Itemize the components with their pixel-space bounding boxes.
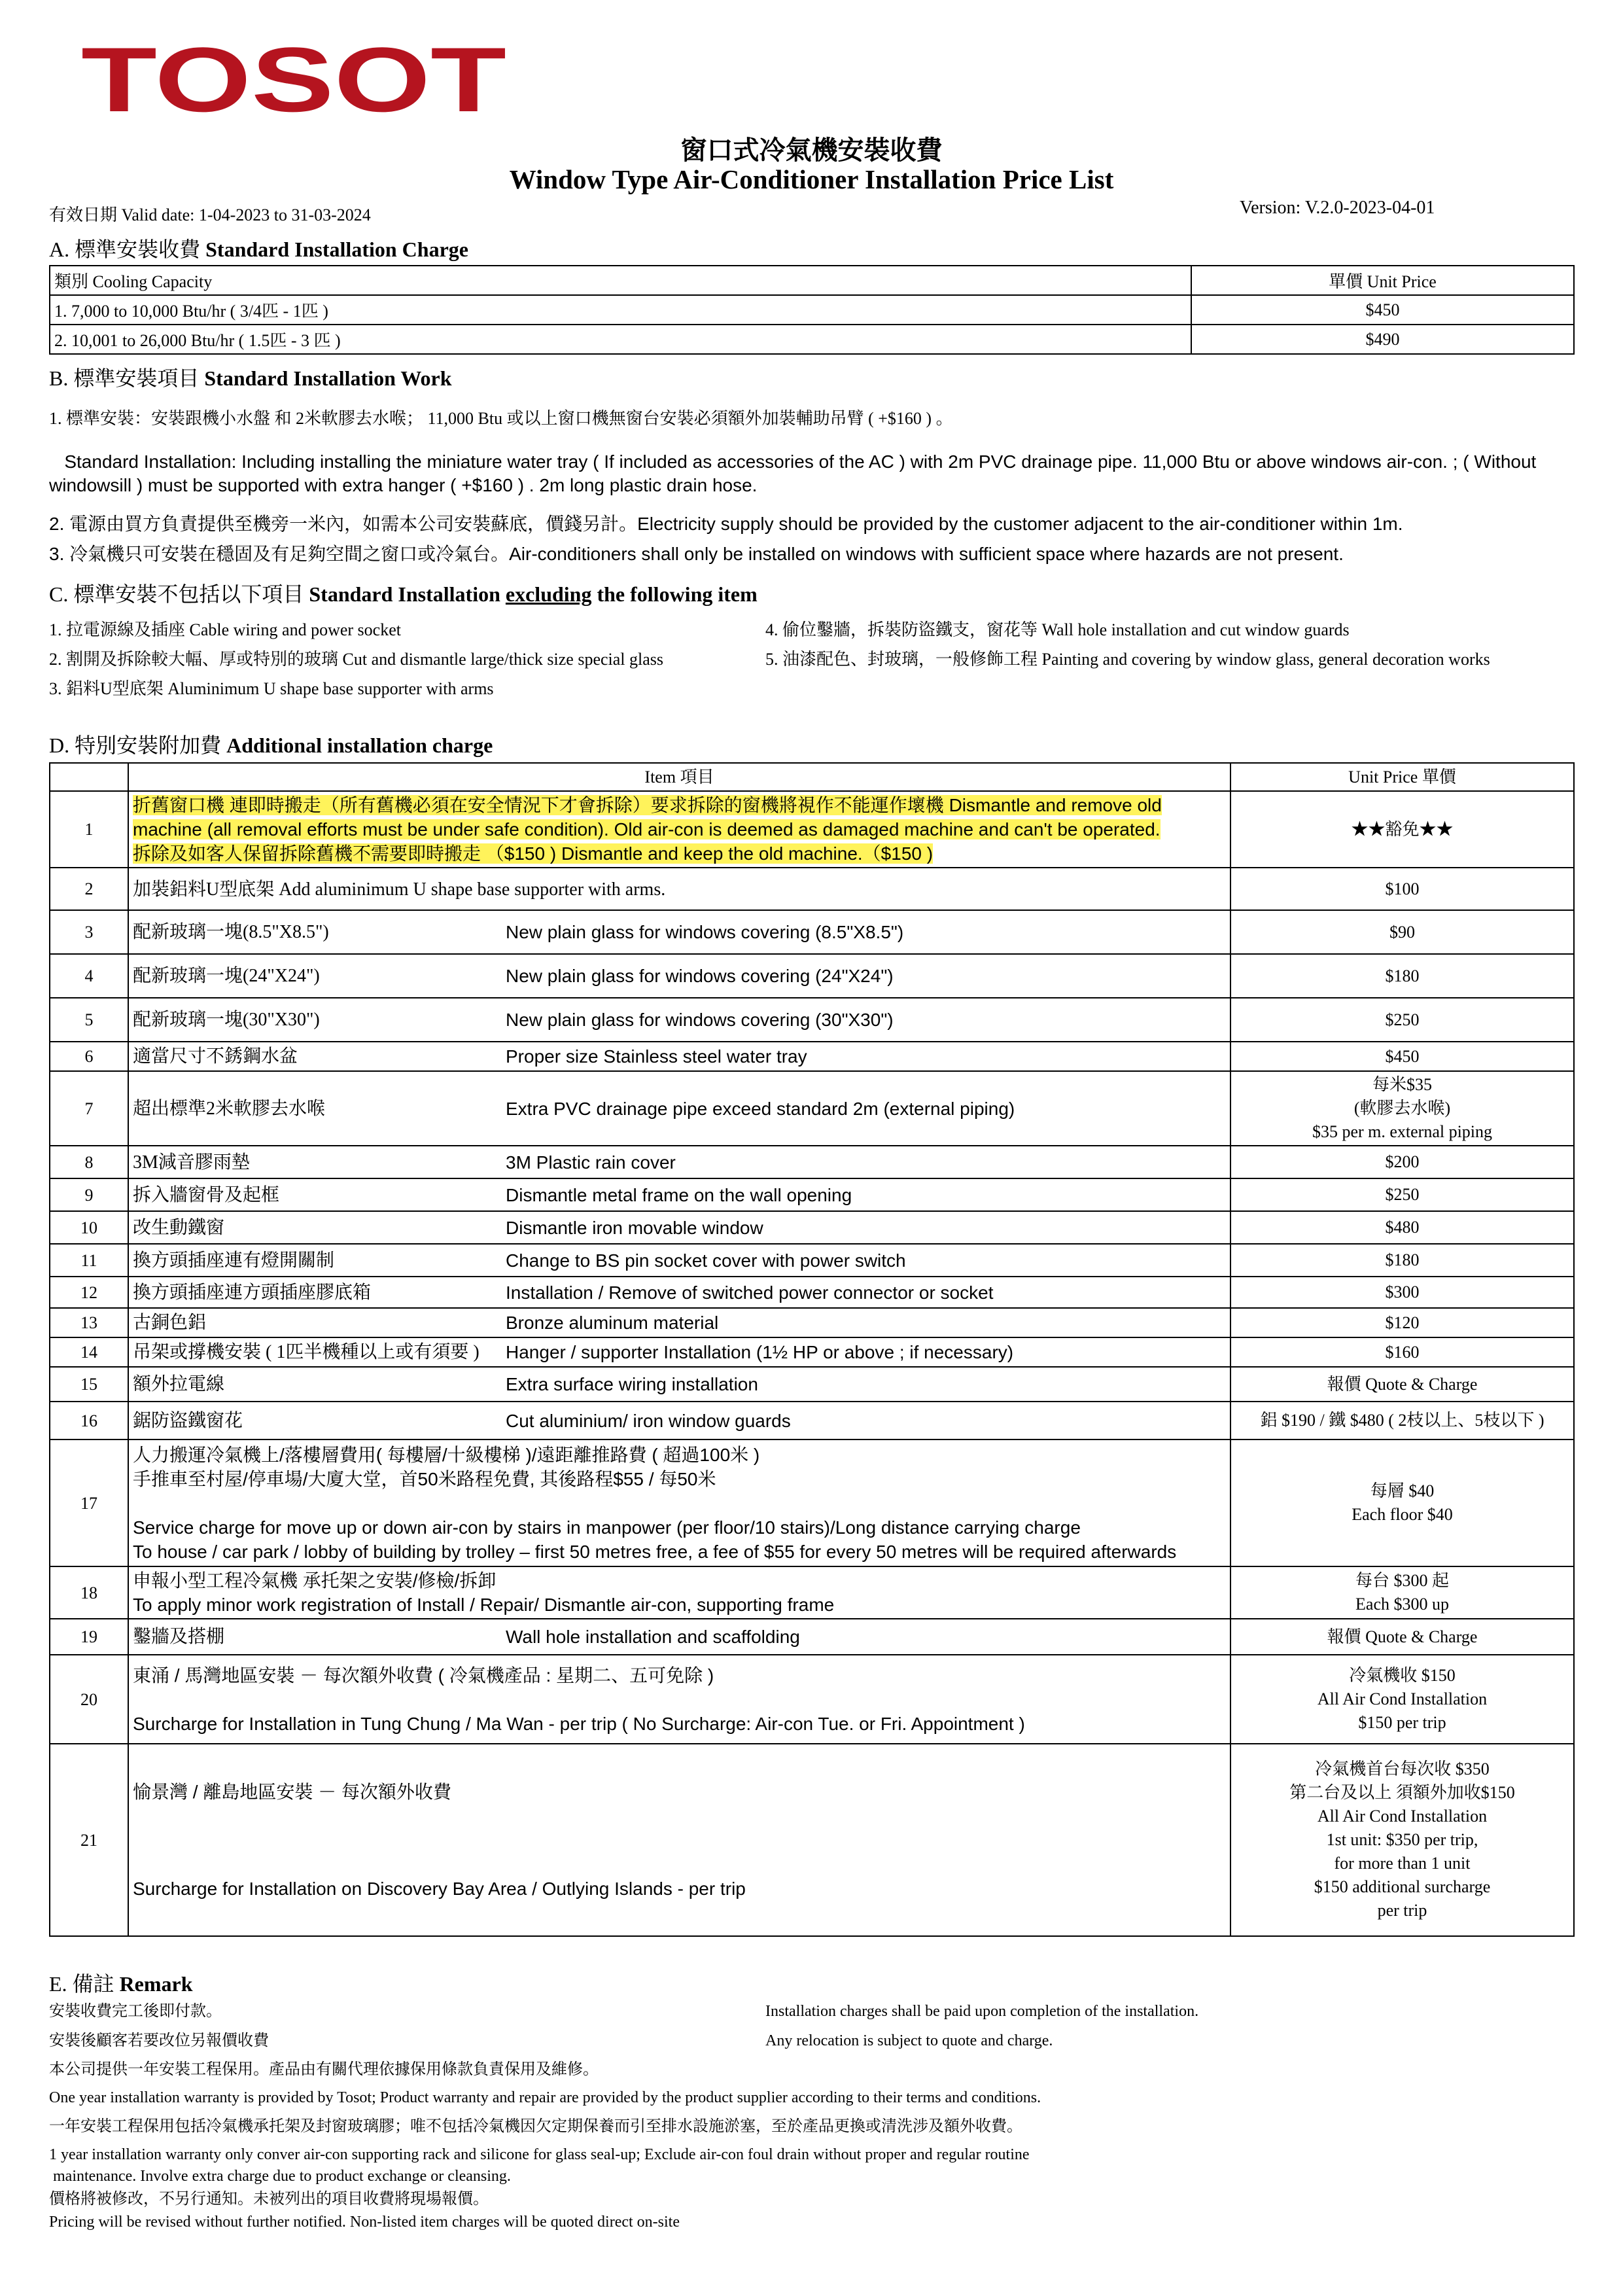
price-line: 1st unit: $350 per trip, — [1326, 1830, 1478, 1849]
price-line: Each $300 up — [1355, 1595, 1449, 1614]
section-a-heading: A. 標準安裝收費 Standard Installation Charge — [49, 238, 468, 261]
section-b-item-3: 3. 冷氣機只可安裝在穩固及有足夠空間之窗口或冷氣台。Air-conditioners shall only be installed on windows with sufficient space where hazards are not present. — [49, 544, 1344, 564]
table-row — [50, 1655, 1574, 1744]
table-row — [50, 1337, 1574, 1367]
price-line: $120 — [1385, 1313, 1420, 1332]
price-line: All Air Cond Installation — [1317, 1689, 1488, 1708]
title-chinese: 窗口式冷氣機安裝收費 — [680, 135, 943, 165]
item-description — [128, 1071, 1230, 1146]
remark-en: Any relocation is subject to quote and charge. — [765, 2032, 1053, 2049]
item-line: Surcharge for Installation in Tung Chung / Ma Wan - per trip ( No Surcharge: Air-con Tue. or Fri. Appointment ) — [133, 1713, 1025, 1734]
unit-price — [1230, 1337, 1574, 1367]
price-cell: $490 — [1191, 325, 1574, 354]
item-name-en: Extra PVC drainage pipe exceed standard 2m (external piping) — [506, 1098, 1015, 1119]
item-number: 10 — [50, 1211, 128, 1244]
unit-price — [1230, 954, 1574, 998]
item-description — [128, 1619, 1230, 1655]
unit-price — [1230, 1178, 1574, 1211]
item-name-zh: 吊架或撐機安裝 ( 1匹半機種以上或有須要 ) — [133, 1342, 480, 1362]
item-description — [128, 1244, 1230, 1277]
excluded-item: 1. 拉電源線及插座 Cable wiring and power socket — [49, 620, 401, 639]
item-description — [128, 1042, 1230, 1071]
item-name-zh: 換方頭插座連有燈開關制 — [133, 1250, 335, 1271]
price-line: $450 — [1385, 1046, 1420, 1066]
item-name-zh: 超出標準2米軟膠去水喉 — [133, 1098, 326, 1119]
price-line: $480 — [1385, 1218, 1420, 1237]
item-name-zh: 配新玻璃一塊(8.5"X8.5") — [133, 922, 329, 942]
item-line — [133, 1828, 1226, 1852]
highlighted-text: 折舊窗口機 連即時搬走（所有舊機必須在安全情況下才會拆除）要求拆除的窗機將視作不能運作壞機 Dismantle and remove old — [133, 795, 1162, 815]
remark-en: Pricing will be revised without further notified. Non-listed item charges will be quoted direct on-site — [49, 2214, 680, 2231]
table-row — [50, 1566, 1574, 1619]
item-number: 16 — [50, 1402, 128, 1439]
price-line: 鋁 $190 / 鐵 $480 ( 2枝以上、5枝以下 ) — [1260, 1411, 1544, 1430]
item-name-zh: 鑿牆及搭棚 — [133, 1627, 225, 1647]
capacity-cell: 1. 7,000 to 10,000 Btu/hr ( 3/4匹 - 1匹 ) — [50, 295, 1191, 325]
remark-en: maintenance. Involve extra charge due to product exchange or cleansing. — [49, 2168, 511, 2185]
highlighted-text: machine (all removal efforts must be under safe condition). Old air-con is deemed as damaged machine and can't be operated. — [133, 819, 1161, 839]
item-description — [128, 1146, 1230, 1178]
price-line: 每米$35 — [1372, 1075, 1432, 1094]
unit-price — [1230, 1244, 1574, 1277]
table-row — [50, 1071, 1574, 1146]
table-header-row — [50, 266, 1574, 295]
price-line: per trip — [1377, 1901, 1427, 1920]
item-name-zh: 古銅色鋁 — [133, 1313, 207, 1333]
item-name-zh: 3M減音膠雨墊 — [133, 1152, 250, 1173]
item-number: 7 — [50, 1071, 128, 1146]
item-number: 9 — [50, 1178, 128, 1211]
item-description — [128, 1439, 1230, 1566]
item-number: 13 — [50, 1308, 128, 1337]
item-number: 19 — [50, 1619, 128, 1655]
unit-price — [1230, 1042, 1574, 1071]
price-line: $250 — [1385, 1010, 1420, 1029]
price-line: (軟膠去水喉) — [1353, 1099, 1451, 1118]
unit-price — [1230, 1146, 1574, 1178]
additional-charge-table — [49, 762, 1575, 1937]
item-description — [128, 1655, 1230, 1744]
item-name-en: Extra surface wiring installation — [506, 1374, 758, 1394]
item-number: 14 — [50, 1337, 128, 1367]
table-row — [50, 998, 1574, 1042]
item-name-zh: 拆入牆窗骨及起框 — [133, 1184, 280, 1205]
price-line: for more than 1 unit — [1334, 1854, 1471, 1873]
remark-en: 1 year installation warranty only conver air-con supporting rack and silicone for glass seal-up; Exclude air-con foul drain without proper and regular routine — [49, 2146, 1030, 2163]
price-line: $180 — [1385, 1250, 1420, 1269]
item-description — [128, 791, 1230, 868]
unit-price — [1230, 1655, 1574, 1744]
item-name-zh: 鋸防盜鐵窗花 — [133, 1410, 243, 1431]
capacity-cell: 2. 10,001 to 26,000 Btu/hr ( 1.5匹 - 3 匹 ) — [50, 325, 1191, 354]
item-line: 東涌 / 馬灣地區安裝 － 每次額外收費 ( 冷氣機產品 : 星期二、五可免除 ) — [133, 1665, 714, 1686]
remark-zh: 安裝後顧客若要改位另報價收費 — [49, 2032, 269, 2049]
item-number: 11 — [50, 1244, 128, 1277]
item-description — [128, 1337, 1230, 1367]
table-row — [50, 1367, 1574, 1402]
item-line — [133, 1687, 1226, 1712]
unit-price — [1230, 1402, 1574, 1439]
item-number: 8 — [50, 1146, 128, 1178]
section-b-item-1-zh: 1. 標準安裝：安裝跟機小水盤 和 2米軟膠去水喉； 11,000 Btu 或以上窗口機無窗台安裝必須額外加裝輔助吊臂 ( +$160 ) 。 — [49, 409, 953, 428]
item-name-en: Cut aluminium/ iron window guards — [506, 1410, 791, 1431]
unit-price — [1230, 1744, 1574, 1936]
valid-date: 有效日期 Valid date: 1-04-2023 to 31-03-2024 — [49, 205, 371, 224]
item-description — [128, 954, 1230, 998]
remark-en: Installation charges shall be paid upon completion of the installation. — [765, 2003, 1199, 2020]
item-name-en: Installation / Remove of switched power connector or socket — [506, 1282, 994, 1303]
table-row — [50, 1146, 1574, 1178]
item-description — [128, 1744, 1230, 1936]
item-name-zh: 額外拉電線 — [133, 1374, 225, 1394]
standard-charge-table — [49, 265, 1575, 355]
item-number: 3 — [50, 910, 128, 954]
item-number: 18 — [50, 1566, 128, 1619]
item-description — [128, 910, 1230, 954]
price-line: $150 additional surcharge — [1314, 1877, 1491, 1896]
item-name-en: Change to BS pin socket cover with power switch — [506, 1250, 906, 1271]
excluded-item: 4. 偷位鑿牆，拆裝防盜鐵支，窗花等 Wall hole installation and cut window guards — [765, 620, 1350, 639]
col-item: Item 項目 — [128, 763, 1230, 791]
item-name-zh: 加裝鋁料U型底架 Add aluminimum U shape base supporter with arms. — [133, 879, 666, 900]
unit-price — [1230, 1211, 1574, 1244]
table-row — [50, 954, 1574, 998]
price-line: $35 per m. external piping — [1312, 1122, 1493, 1141]
unit-price — [1230, 791, 1574, 868]
unit-price — [1230, 1308, 1574, 1337]
table-row — [50, 1744, 1574, 1936]
col-cooling-capacity: 類別 Cooling Capacity — [50, 266, 1191, 295]
item-name-en: New plain glass for windows covering (8.5"X8.5") — [506, 922, 904, 942]
item-number: 21 — [50, 1744, 128, 1936]
price-line: All Air Cond Installation — [1317, 1807, 1488, 1826]
item-description — [128, 868, 1230, 910]
col-unit-price: Unit Price 單價 — [1230, 763, 1574, 791]
item-description — [128, 1308, 1230, 1337]
item-line: 手推車至村屋/停車場/大廈大堂，首50米路程免費, 其後路程$55 / 每50米 — [133, 1468, 716, 1489]
section-e-heading: E. 備註 Remark — [49, 1972, 193, 1996]
item-name-en: Bronze aluminum material — [506, 1313, 719, 1333]
item-name-en: Proper size Stainless steel water tray — [506, 1046, 807, 1067]
title-english: Window Type Air-Conditioner Installation Price List — [509, 164, 1114, 194]
item-name-zh: 改生動鐵窗 — [133, 1217, 225, 1238]
excluded-item: 2. 割開及拆除較大幅、厚或特別的玻璃 Cut and dismantle large/thick size special glass — [49, 650, 664, 669]
tosot-logo — [81, 41, 506, 118]
price-line: 每層 $40 — [1370, 1481, 1435, 1500]
price-line: 冷氣機首台每次收 $350 — [1315, 1759, 1490, 1778]
item-name-zh: 適當尺寸不銹鋼水盆 — [133, 1046, 298, 1067]
unit-price — [1230, 1367, 1574, 1402]
item-number: 5 — [50, 998, 128, 1042]
item-description — [128, 1566, 1230, 1619]
item-description — [128, 1402, 1230, 1439]
price-line: $160 — [1385, 1342, 1420, 1362]
table-row — [50, 1308, 1574, 1337]
version-label: Version: V.2.0-2023-04-01 — [1240, 198, 1435, 218]
item-number: 15 — [50, 1367, 128, 1402]
item-description — [128, 1211, 1230, 1244]
table-row — [50, 325, 1574, 354]
highlighted-text: 拆除及如客人保留拆除舊機不需要即時搬走 （$150 ) Dismantle and keep the old machine.（$150 ) — [133, 843, 934, 864]
item-line — [133, 1852, 1226, 1877]
item-line: To apply minor work registration of Install / Repair/ Dismantle air-con, supporting frame — [133, 1595, 835, 1615]
table-row — [50, 1439, 1574, 1566]
price-line: Each floor $40 — [1352, 1505, 1453, 1524]
item-number: 17 — [50, 1439, 128, 1566]
item-name-en: Hanger / supporter Installation (1½ HP or above ; if necessary) — [506, 1342, 1014, 1362]
table-row — [50, 1277, 1574, 1308]
item-name-en: New plain glass for windows covering (24"X24") — [506, 966, 894, 986]
table-row — [50, 1619, 1574, 1655]
item-description — [128, 1178, 1230, 1211]
table-row — [50, 1042, 1574, 1071]
item-name-zh: 配新玻璃一塊(24"X24") — [133, 966, 320, 986]
price-line: 冷氣機收 $150 — [1349, 1666, 1456, 1685]
item-line: 申報小型工程冷氣機 承托架之安裝/修檢/拆卸 — [133, 1570, 497, 1591]
section-d-heading: D. 特別安裝附加費 Additional installation charge — [49, 733, 493, 757]
unit-price — [1230, 910, 1574, 954]
item-number: 1 — [50, 791, 128, 868]
item-number: 12 — [50, 1277, 128, 1308]
item-name-zh: 換方頭插座連方頭插座膠底箱 — [133, 1282, 372, 1303]
remark-en: One year installation warranty is provided by Tosot; Product warranty and repair are provided by the product supplier according to their terms and conditions. — [49, 2089, 1041, 2106]
price-line: ★★豁免★★ — [1351, 819, 1454, 839]
item-name-en: Dismantle iron movable window — [506, 1217, 763, 1238]
item-line — [133, 1491, 1226, 1515]
price-line: $90 — [1389, 922, 1415, 942]
unit-price — [1230, 1071, 1574, 1146]
item-description — [128, 1367, 1230, 1402]
table-row — [50, 910, 1574, 954]
table-row — [50, 295, 1574, 325]
price-line: $300 — [1385, 1282, 1420, 1301]
table-row — [50, 1178, 1574, 1211]
excluded-item: 5. 油漆配色、封玻璃，一般修飾工程 Painting and covering by window glass, general decoration works — [765, 650, 1490, 669]
item-name-en: New plain glass for windows covering (30"X30") — [506, 1010, 894, 1030]
price-line: $200 — [1385, 1152, 1420, 1171]
remark-zh: 安裝收費完工後即付款。 — [49, 2003, 222, 2020]
item-line: Surcharge for Installation on Discovery Bay Area / Outlying Islands - per trip — [133, 1878, 746, 1899]
remark-zh: 價格將被修改，不另行通知。未被列出的項目收費將現場報價。 — [49, 2191, 489, 2208]
item-line: 人力搬運冷氣機上/落樓層費用( 每樓層/十級樓梯 )/遠距離推路費 ( 超過100米 ) — [133, 1444, 760, 1465]
logo-text: TOSOT — [81, 41, 506, 118]
item-number: 2 — [50, 868, 128, 910]
item-number: 20 — [50, 1655, 128, 1744]
item-name-en: Wall hole installation and scaffolding — [506, 1627, 800, 1647]
table-row — [50, 868, 1574, 910]
unit-price — [1230, 868, 1574, 910]
price-line: 每台 $300 起 — [1355, 1571, 1449, 1590]
price-line: $180 — [1385, 966, 1420, 985]
price-line: 報價 Quote & Charge — [1327, 1627, 1478, 1646]
item-line: Service charge for move up or down air-con by stairs in manpower (per floor/10 stairs)/Long distance carrying charge — [133, 1517, 1081, 1538]
price-line: 第二台及以上 須額外加收$150 — [1289, 1783, 1515, 1802]
price-line: $250 — [1385, 1185, 1420, 1204]
price-cell: $450 — [1191, 295, 1574, 325]
table-row — [50, 1244, 1574, 1277]
unit-price — [1230, 1439, 1574, 1566]
price-line: $100 — [1385, 879, 1420, 898]
item-name-en: Dismantle metal frame on the wall opening — [506, 1184, 852, 1205]
item-description — [128, 1277, 1230, 1308]
item-number: 4 — [50, 954, 128, 998]
remark-zh: 一年安裝工程保用包括冷氣機承托架及封窗玻璃膠；唯不包括冷氣機因欠定期保養而引至排水設施淤塞，至於產品更換或清洗涉及額外收費。 — [49, 2118, 1022, 2135]
item-line: 愉景灣 / 離島地區安裝 － 每次額外收費 — [133, 1781, 451, 1802]
table-row — [50, 791, 1574, 868]
section-c-heading: C. 標準安裝不包括以下項目 Standard Installation excluding the following item — [49, 582, 758, 606]
unit-price — [1230, 1619, 1574, 1655]
table-row — [50, 1211, 1574, 1244]
section-b-item-1-en: Standard Installation: Including installing the miniature water tray ( If included as accessories of the AC ) with 2m PVC drainage pipe. 11,000 Btu or above windows air-con. ; ( Without windowsill ) must be supported with extra hanger ( +$160 ) . 2m long plastic drain hose. — [49, 451, 1542, 495]
price-line: $150 per trip — [1358, 1713, 1446, 1732]
table-header-row — [50, 763, 1574, 791]
unit-price — [1230, 1277, 1574, 1308]
price-line: 報價 Quote & Charge — [1327, 1374, 1478, 1394]
unit-price — [1230, 1566, 1574, 1619]
excluded-item: 3. 鋁料U型底架 Aluminimum U shape base supporter with arms — [49, 679, 494, 698]
item-line: To house / car park / lobby of building by trolley – first 50 metres free, a fee of $55 for every 50 metres will be required afterwards — [133, 1541, 1177, 1562]
unit-price — [1230, 998, 1574, 1042]
section-b-heading: B. 標準安裝項目 Standard Installation Work — [49, 366, 452, 390]
col-number — [50, 763, 128, 791]
item-description — [128, 998, 1230, 1042]
item-name-en: 3M Plastic rain cover — [506, 1152, 676, 1173]
remark-zh: 本公司提供一年安裝工程保用。產品由有關代理依據保用條款負責保用及維修。 — [49, 2061, 599, 2078]
col-unit-price: 單價 Unit Price — [1191, 266, 1574, 295]
item-line — [133, 1804, 1226, 1828]
item-name-zh: 配新玻璃一塊(30"X30") — [133, 1010, 320, 1030]
section-b-item-2: 2. 電源由買方負責提供至機旁一米內，如需本公司安裝蘇底，價錢另計。Electricity supply should be provided by the customer adjacent to the air-conditioner within 1m. — [49, 514, 1403, 534]
item-number: 6 — [50, 1042, 128, 1071]
table-row — [50, 1402, 1574, 1439]
